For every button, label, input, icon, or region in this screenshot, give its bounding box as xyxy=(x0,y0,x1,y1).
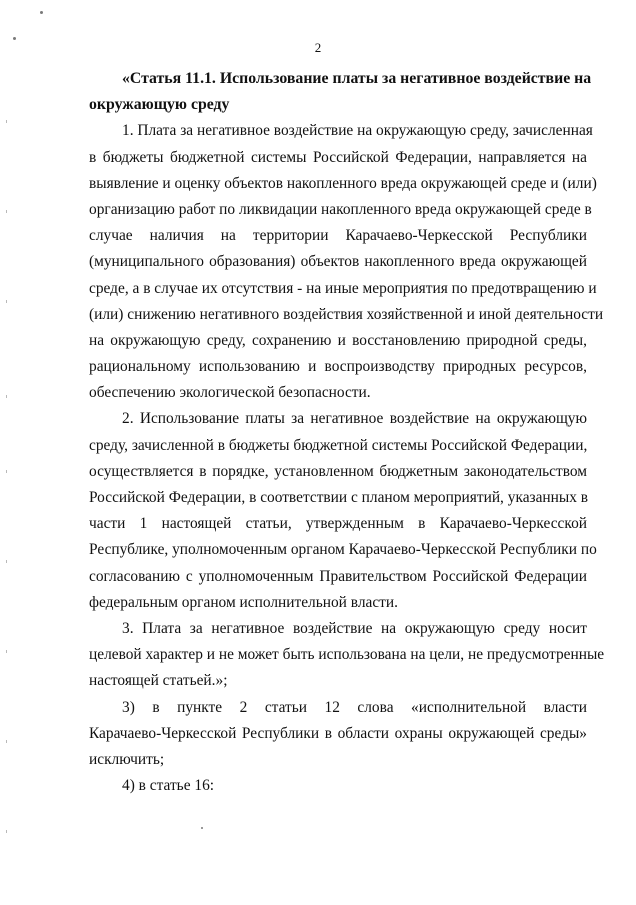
article-heading-line: окружающую среду xyxy=(89,96,230,114)
paragraph-line: 2. Использование платы за негативное воздействие на окружающую xyxy=(122,410,587,428)
paragraph-line: целевой характер и не может быть использована на цели, не предусмотренные xyxy=(89,646,605,664)
paragraph-line: исключить; xyxy=(89,750,165,768)
paragraph-line: среде, а в случае их отсутствия - на иные мероприятия по предотвращению и xyxy=(89,279,597,297)
scan-margin-mark xyxy=(6,210,7,213)
scan-margin-mark xyxy=(6,830,7,833)
scan-speck xyxy=(40,11,43,14)
paragraph-line: рациональному использованию и воспроизводству природных ресурсов, xyxy=(89,358,587,376)
scan-speck xyxy=(13,37,16,40)
paragraph-line: на окружающую среду, сохранению и восстановлению природной среды, xyxy=(89,331,587,349)
paragraph-line: согласованию с уполномоченным Правительством Российской Федерации xyxy=(89,567,587,585)
scan-margin-mark xyxy=(6,470,7,473)
paragraph-line: (или) снижению негативного воздействия хозяйственной и иной деятельности xyxy=(89,305,604,323)
scan-margin-mark xyxy=(6,560,7,563)
paragraph-line: выявление и оценку объектов накопленного вреда окружающей среде и (или) xyxy=(89,174,597,192)
document-body xyxy=(89,66,605,799)
scan-margin-mark xyxy=(6,120,7,123)
paragraph-line: случае наличия на территории Карачаево-Черкесской Республики xyxy=(89,227,587,245)
scan-margin-mark xyxy=(6,300,7,303)
paragraph-line: осуществляется в порядке, установленном бюджетным законодательством xyxy=(89,462,587,480)
paragraph-line: 4) в статье 16: xyxy=(122,777,215,795)
article-heading-line: «Статья 11.1. Использование платы за негативное воздействие на xyxy=(122,70,592,87)
paragraph-line: настоящей статьей.»; xyxy=(89,672,228,690)
paragraph-line: обеспечению экологической безопасности. xyxy=(89,384,371,402)
paragraph-line: Российской Федерации, в соответствии с планом мероприятий, указанных в xyxy=(89,489,589,506)
paragraph-line: 1. Плата за негативное воздействие на окружающую среду, зачисленная xyxy=(122,122,593,140)
paragraph-line: в бюджеты бюджетной системы Российской Федерации, направляется на xyxy=(89,148,587,166)
paragraph-line: Карачаево-Черкесской Республики в области охраны окружающей среды» xyxy=(89,724,587,742)
scan-margin-mark xyxy=(6,395,7,398)
page-number: 2 xyxy=(314,40,322,55)
paragraph-line: части 1 настоящей статьи, утвержденным в Карачаево-Черкесской xyxy=(89,515,587,533)
scan-margin-mark xyxy=(6,650,7,653)
paragraph-line: Республике, уполномоченным органом Карачаево-Черкесской Республики по xyxy=(89,541,597,559)
paragraph-line: федеральным органом исполнительной власти. xyxy=(89,593,398,611)
scan-margin-mark xyxy=(6,740,7,743)
paragraph-line: 3) в пункте 2 статьи 12 слова «исполнительной власти xyxy=(122,698,587,716)
paragraph-line: 3. Плата за негативное воздействие на окружающую среду носит xyxy=(122,619,587,637)
paragraph-line: (муниципального образования) объектов накопленного вреда окружающей xyxy=(89,253,587,271)
paragraph-line: среду, зачисленной в бюджеты бюджетной системы Российской Федерации, xyxy=(89,436,588,454)
scan-speck xyxy=(201,827,203,829)
paragraph-line: организацию работ по ликвидации накопленного вреда окружающей среде в xyxy=(89,200,592,218)
